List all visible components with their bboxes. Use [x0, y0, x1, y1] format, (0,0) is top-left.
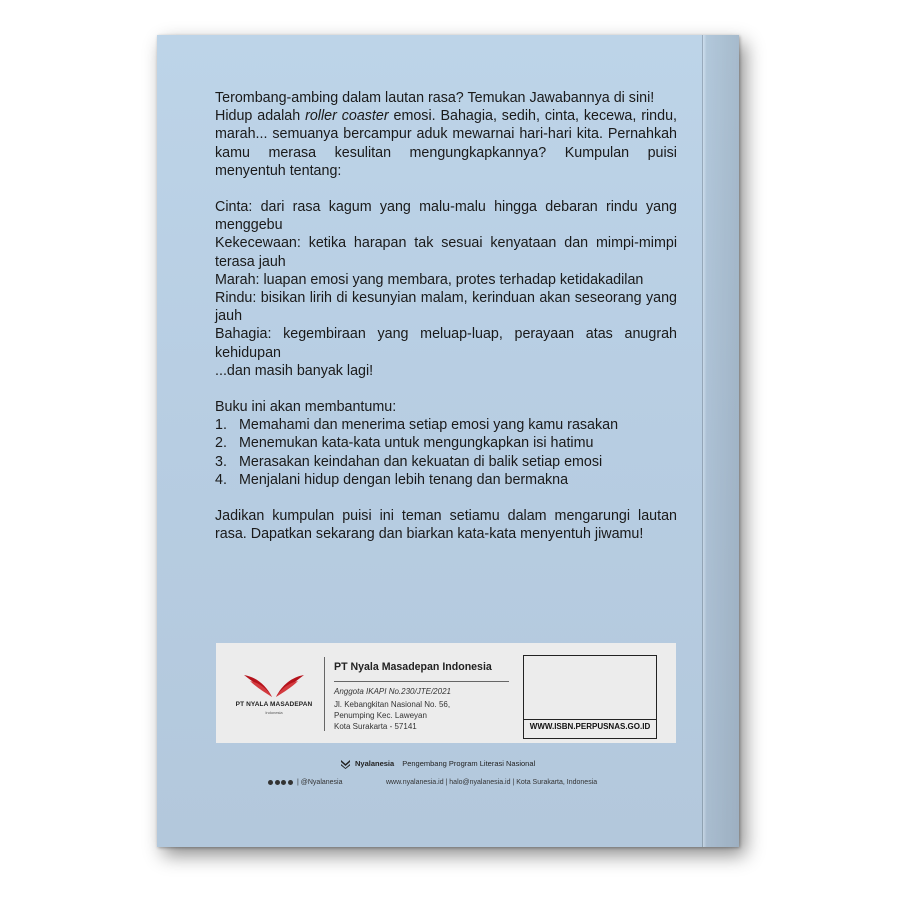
closing-paragraph: Jadikan kumpulan puisi ini teman setiamu dalam mengarungi lautan rasa. Dapatkan sekarang dan biarkan kata-kata menyentuh jiwamu!: [215, 508, 677, 543]
logo-subtitle: Indonesia: [265, 710, 283, 715]
brand-line: [340, 756, 535, 770]
intro-text-a: Hidup adalah: [215, 108, 306, 125]
address-line: Kota Surakarta - 57141: [334, 722, 417, 731]
publisher-name: PT Nyala Masadepan Indonesia: [334, 661, 492, 673]
topic-more: ...dan masih banyak lagi!: [215, 362, 374, 379]
intro-text-b: emosi. Bahagia, sedih, cinta, kecewa, rindu, marah... semuanya bercampur aduk mewarnai hari-hari kita. Pernahkah kamu merasa kesulitan mengungkapkannya? Kumpulan puisi menyentuh tentang:: [215, 108, 677, 179]
youtube-icon: [288, 780, 293, 785]
publisher-box: [216, 643, 676, 743]
book-back-cover: [157, 35, 739, 847]
list-item: 2. Menemukan kata-kata untuk mengungkapkan isi hatimu: [215, 435, 594, 452]
topic-love: Cinta: dari rasa kagum yang malu-malu hingga debaran rindu yang menggebu: [215, 199, 677, 234]
twitter-icon: [281, 780, 286, 785]
brand-tagline: Pengembang Program Literasi Nasional: [402, 758, 536, 768]
list-item: 3. Merasakan keindahan dan kekuatan di balik setiap emosi: [215, 453, 603, 470]
isbn-barcode-box: [523, 655, 657, 739]
social-handle: | @Nyalanesia: [297, 779, 343, 786]
contact-info: www.nyalanesia.id | halo@nyalanesia.id | Kota Surakarta, Indonesia: [386, 779, 598, 786]
flame-logo-icon: [242, 665, 306, 699]
divider: [324, 657, 325, 731]
ikapi-membership: Anggota IKAPI No.230/JTE/2021: [334, 687, 451, 696]
topic-disappointment: Kekecewaan: ketika harapan tak sesuai kenyataan dan mimpi-mimpi terasa jauh: [215, 235, 677, 270]
facebook-icon: [275, 780, 280, 785]
list-item: 1. Memahami dan menerima setiap emosi yang kamu rasakan: [215, 417, 619, 434]
address-line: Jl. Kebangkitan Nasional No. 56,: [334, 700, 451, 709]
divider: [334, 681, 509, 682]
instagram-icon: [268, 780, 273, 785]
topic-anger: Marah: luapan emosi yang membara, protes terhadap ketidakadilan: [215, 271, 644, 288]
intro-emphasis: roller coaster: [305, 108, 389, 125]
isbn-url: WWW.ISBN.PERPUSNAS.GO.ID: [529, 722, 651, 731]
blurb: [215, 89, 677, 543]
book-spine: [702, 35, 739, 847]
topic-happiness: Bahagia: kegembiraan yang meluap-luap, perayaan atas anugrah kehidupan: [215, 326, 677, 361]
topic-longing: Rindu: bisikan lirih di kesunyian malam, kerinduan akan seseorang yang jauh: [215, 290, 677, 325]
publisher-address: [334, 699, 450, 732]
intro-paragraph: [215, 107, 677, 180]
address-line: Penumping Kec. Laweyan: [334, 711, 427, 720]
logo-wordmark: PT NYALA MASADEPAN: [235, 701, 313, 708]
intro-line1: Terombang-ambing dalam lautan rasa? Temukan Jawabannya di sini!: [215, 90, 655, 106]
help-list: [215, 416, 677, 489]
social-icons: [268, 780, 294, 785]
social-handles: [268, 779, 343, 786]
list-item: 4. Menjalani hidup dengan lebih tenang dan bermakna: [215, 471, 569, 488]
nyalanesia-logo-icon: [340, 758, 351, 769]
barcode-placeholder: [524, 656, 656, 720]
brand-name: Nyalanesia: [355, 758, 395, 768]
help-heading: Buku ini akan membantumu:: [215, 399, 397, 416]
publisher-logo: [232, 665, 316, 725]
